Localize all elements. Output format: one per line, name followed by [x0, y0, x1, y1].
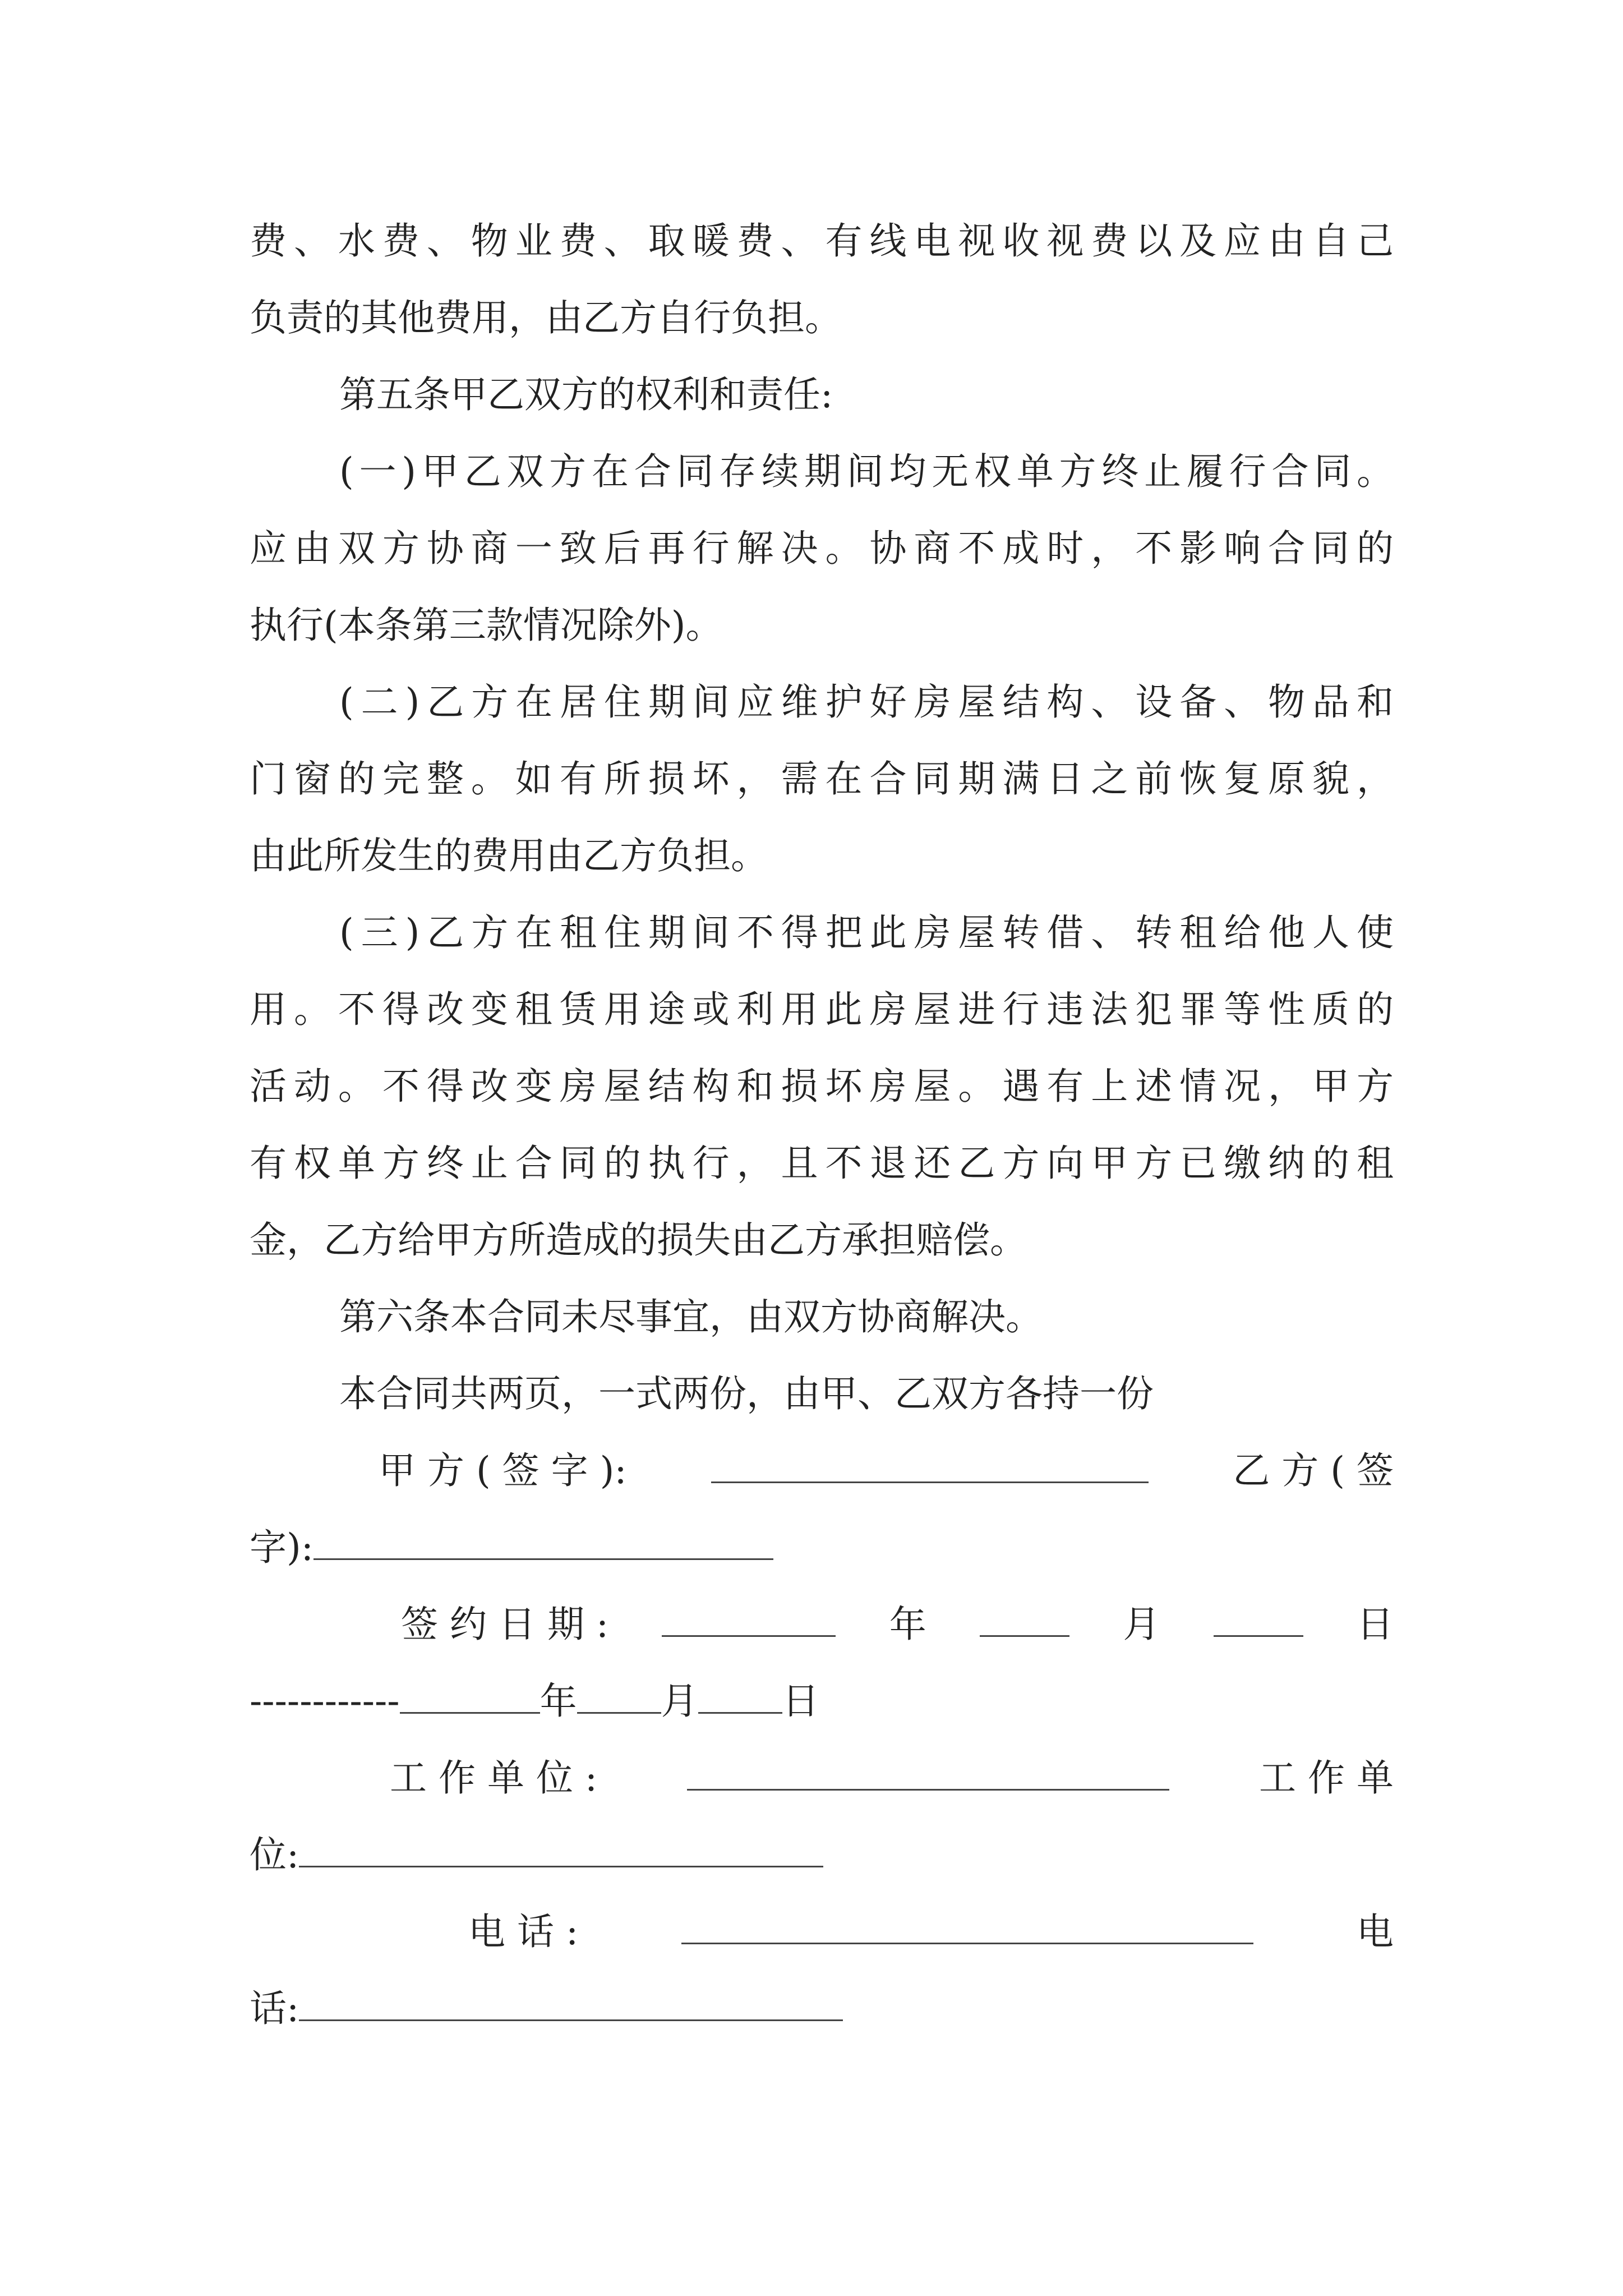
text-line: 用。不得改变租赁用途或利用此房屋进行违法犯罪等性质的 — [250, 988, 1394, 1031]
work-unit-a-blank[interactable] — [687, 1755, 1169, 1791]
text-line: 门窗的完整。如有所损坏，需在合同期满日之前恢复原貌， — [250, 757, 1394, 800]
text-line: 应由双方协商一致后再行解决。协商不成时，不影响合同的 — [250, 527, 1394, 570]
date-month-blank[interactable] — [980, 1602, 1069, 1637]
text-line: 费、水费、物业费、取暖费、有线电视收视费以及应由自己 — [250, 219, 1394, 263]
phone-a-blank[interactable] — [681, 1909, 1253, 1944]
phone-b-label-end: 话: — [250, 1987, 299, 2030]
text-line: 本合同共两页，一式两份，由甲、乙双方各持一份 — [339, 1372, 1154, 1415]
date2-month-blank[interactable] — [577, 1678, 661, 1714]
text-line: 金，乙方给甲方所造成的损失由乙方承担赔偿。 — [250, 1218, 1027, 1262]
text-line: 执行(本条第三款情况除外)。 — [250, 604, 723, 647]
phone-b-label: 电 — [1356, 1910, 1394, 1953]
work-unit-b-label-end: 位: — [250, 1833, 299, 1876]
work-unit-row-cont — [250, 1830, 1394, 1880]
text-line: 负责的其他费用，由乙方自行负担。 — [250, 296, 842, 339]
month-label: 月 — [1123, 1603, 1160, 1646]
party-b-sign-label-end: 字): — [250, 1526, 313, 1569]
dash-line: ------------ — [250, 1680, 400, 1723]
date-label: 签 约 日 期 : — [401, 1603, 609, 1646]
phone-row — [468, 1907, 1394, 1957]
day2-label: 日 — [782, 1680, 819, 1723]
party-b-sign-blank[interactable] — [313, 1525, 773, 1560]
clause-line: (三)乙方在租住期间不得把此房屋转借、转租给他人使 — [339, 911, 1394, 954]
date-row-cont — [250, 1676, 1394, 1727]
date-day-blank[interactable] — [1214, 1602, 1303, 1637]
phone-b-blank[interactable] — [299, 1986, 843, 2021]
article-heading: 第五条甲乙双方的权利和责任: — [339, 373, 833, 416]
year2-label: 年 — [540, 1680, 577, 1723]
article-heading: 第六条本合同未尽事宜，由双方协商解决。 — [339, 1295, 1043, 1338]
clause-line: (二)乙方在居住期间应维护好房屋结构、设备、物品和 — [339, 680, 1394, 724]
text-line: 活动。不得改变房屋结构和损坏房屋。遇有上述情况，甲方 — [250, 1065, 1394, 1108]
signature-row-cont — [250, 1522, 1394, 1573]
date2-day-blank[interactable] — [698, 1678, 782, 1714]
work-unit-b-label: 工 作 单 — [1259, 1756, 1394, 1800]
work-unit-row — [390, 1753, 1394, 1803]
text-line: 由此所发生的费用由乙方负担。 — [250, 834, 768, 877]
date2-year-blank[interactable] — [400, 1678, 540, 1714]
date-row — [401, 1599, 1394, 1650]
text-line: 有权单方终止合同的执行，且不退还乙方向甲方已缴纳的租 — [250, 1142, 1394, 1185]
month2-label: 月 — [661, 1680, 698, 1723]
party-b-sign-label: 乙 方 ( 签 — [1233, 1449, 1394, 1492]
year-label: 年 — [889, 1603, 926, 1646]
clause-line: (一)甲乙双方在合同存续期间均无权单方终止履行合同。 — [339, 450, 1394, 493]
phone-row-cont — [250, 1984, 1394, 2034]
day-label: 日 — [1356, 1603, 1394, 1646]
signature-row — [379, 1446, 1394, 1496]
phone-a-label: 电 话 : — [468, 1910, 579, 1953]
work-unit-a-label: 工 作 单 位 : — [390, 1756, 598, 1800]
work-unit-b-blank[interactable] — [299, 1832, 823, 1867]
party-a-sign-blank[interactable] — [711, 1448, 1149, 1483]
date-year-blank[interactable] — [662, 1602, 836, 1637]
party-a-sign-label: 甲 方 ( 签 字 ): — [379, 1449, 627, 1492]
